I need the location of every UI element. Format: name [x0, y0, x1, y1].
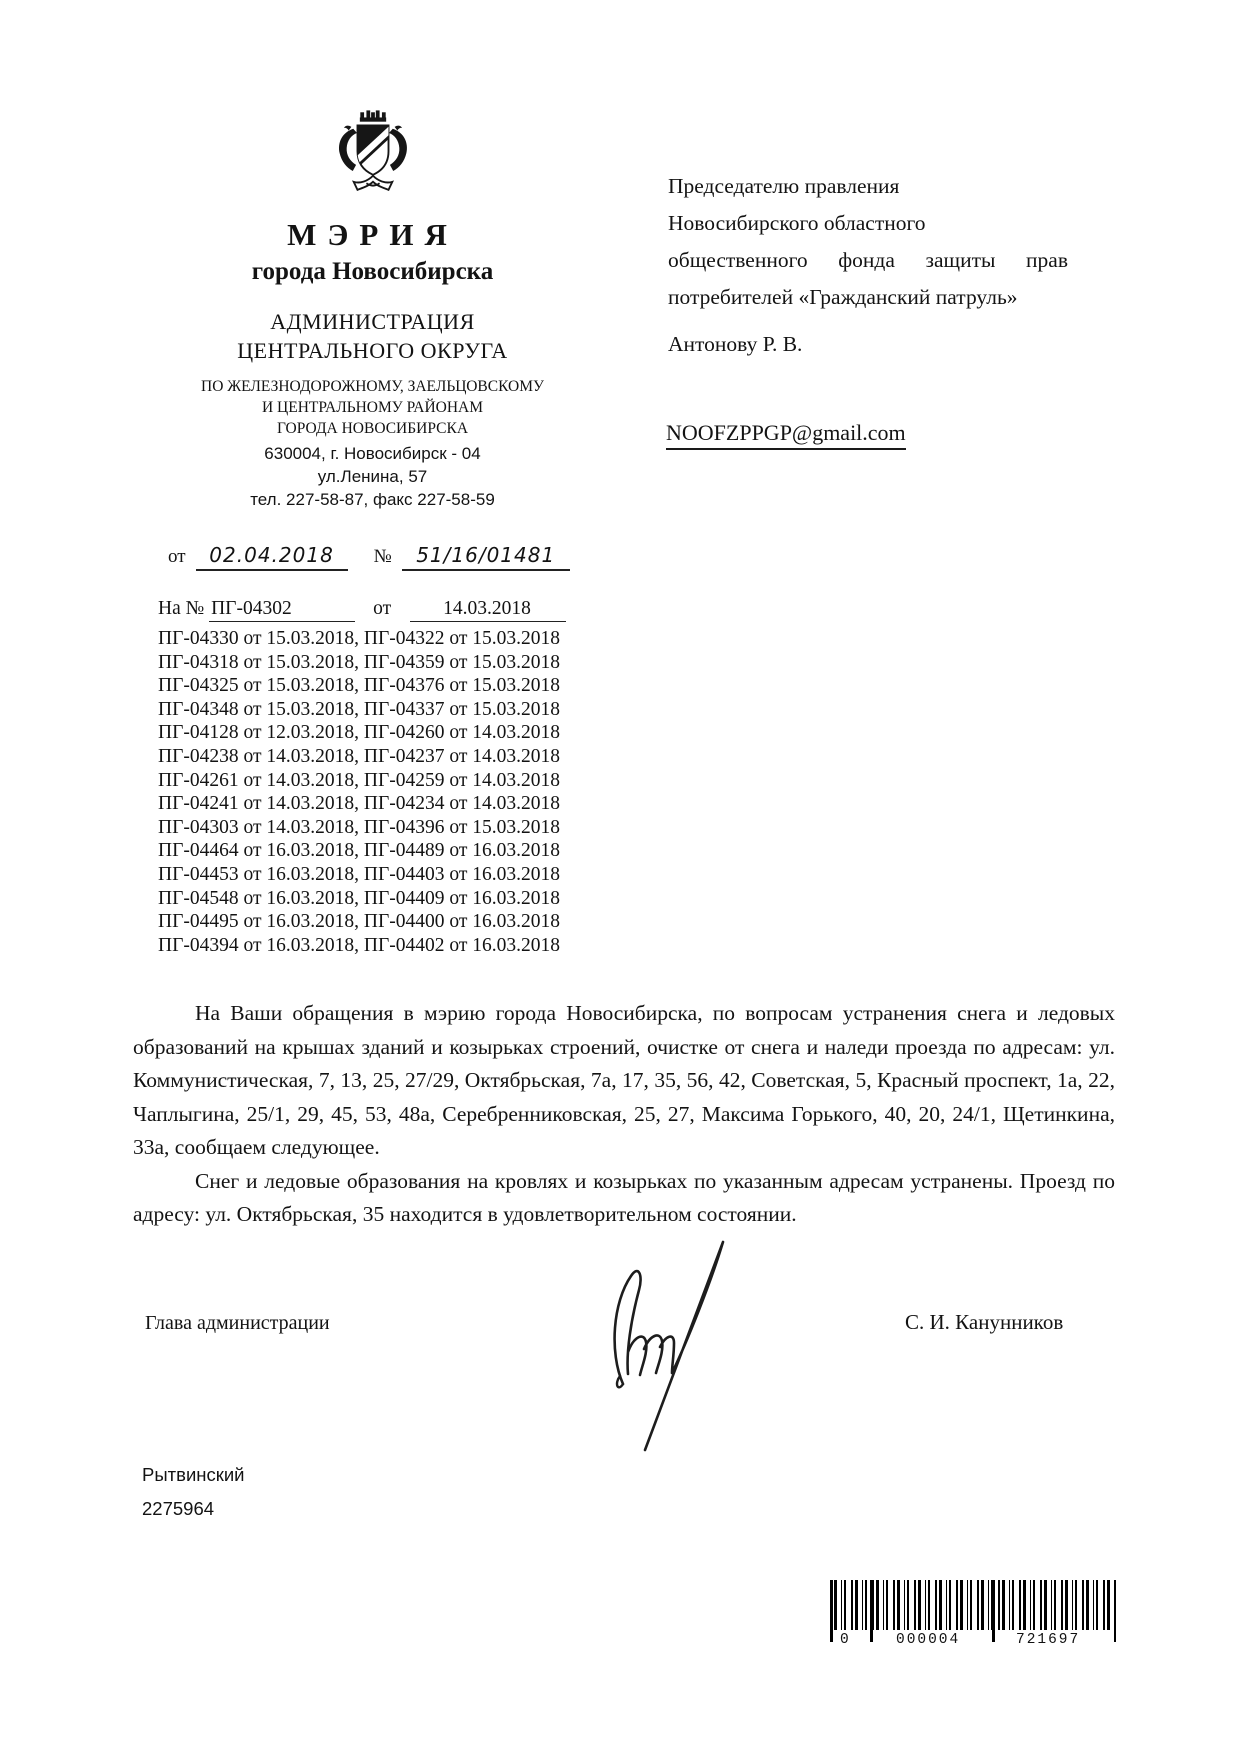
department-city-line: ГОРОДА НОВОСИБИРСКА — [276, 420, 469, 437]
org-name-main: МЭРИЯ — [287, 217, 458, 252]
reference-date-value: 14.03.2018 — [410, 598, 566, 622]
reference-number-line: ПГ-04325 от 15.03.2018, ПГ-04376 от 15.03.2018 — [158, 675, 560, 697]
barcode-digit-group1: 000004 — [896, 1632, 961, 1648]
recipient-name: Антонову Р. В. — [668, 332, 803, 356]
department-line1: АДМИНИСТРАЦИЯ — [270, 309, 475, 334]
reference-number-line: ПГ-04330 от 15.03.2018, ПГ-04322 от 15.03.2018 — [158, 628, 560, 649]
reference-number-line: ПГ-04548 от 16.03.2018, ПГ-04409 от 16.03.2018 — [158, 887, 560, 909]
outgoing-registration-line — [168, 543, 598, 571]
outgoing-date-value: 02.04.2018 — [209, 543, 334, 567]
recipient-line: потребителей «Гражданский патруль» — [668, 285, 1018, 309]
department-line2: ЦЕНТРАЛЬНОГО ОКРУГА — [237, 338, 508, 363]
barcode-digit-group2: 721697 — [1016, 1632, 1081, 1648]
reference-prefix-label: На № — [158, 598, 205, 619]
reference-number-line: ПГ-04348 от 15.03.2018, ПГ-04337 от 15.03.2018 — [158, 698, 560, 720]
reference-number-line: ПГ-04394 от 16.03.2018, ПГ-04402 от 16.03.2018 — [158, 934, 560, 956]
recipient-line: общественного фонда защиты прав — [668, 248, 1068, 272]
reference-number-line: ПГ-04495 от 16.03.2018, ПГ-04400 от 16.03.2018 — [158, 911, 560, 933]
executor-name: Рытвинский — [142, 1464, 245, 1485]
recipient-address-block — [668, 168, 1068, 316]
reference-number-line: ПГ-04464 от 16.03.2018, ПГ-04489 от 16.03.2018 — [158, 840, 560, 862]
registration-barcode — [830, 1580, 1116, 1652]
signer-title: Глава администрации — [145, 1312, 330, 1334]
executor-block — [142, 1458, 245, 1526]
reference-number-line: ПГ-04241 от 14.03.2018, ПГ-04234 от 14.03.2018 — [158, 793, 560, 815]
reference-number-value: ПГ-04302 — [209, 598, 355, 622]
handwritten-signature — [585, 1232, 760, 1462]
executor-phone: 2275964 — [142, 1498, 215, 1519]
reference-numbers-list — [158, 627, 560, 957]
street-address-line: ул.Ленина, 57 — [317, 467, 428, 486]
department-districts-line1: ПО ЖЕЛЕЗНОДОРОЖНОМУ, ЗАЕЛЬЦОВСКОМУ — [201, 378, 544, 395]
recipient-line: Председателю правления — [668, 174, 900, 198]
barcode-digits-row — [830, 1632, 1116, 1650]
letter-body — [133, 997, 1115, 1232]
phone-fax-line: тел. 227-58-87, факс 227-58-59 — [250, 490, 495, 509]
postal-address-line: 630004, г. Новосибирск - 04 — [264, 444, 481, 463]
reference-number-line: ПГ-04261 от 14.03.2018, ПГ-04259 от 14.03.2018 — [158, 769, 560, 791]
barcode-digit-left: 0 — [840, 1632, 849, 1648]
reference-header-line — [158, 598, 566, 622]
barcode-bars — [830, 1580, 1116, 1630]
org-name-city: города Новосибирска — [251, 258, 494, 285]
outgoing-number-label: № — [373, 546, 392, 567]
body-paragraph-2: Снег и ледовые образования на кровлях и козырьках по указанным адресам устранены. Проезд по адресу: ул. Октябрьская, 35 находится в удовлетворительном состоянии. — [133, 1168, 1115, 1226]
reference-number-line: ПГ-04128 от 12.03.2018, ПГ-04260 от 14.03.2018 — [158, 722, 560, 744]
outgoing-number-value: 51/16/01481 — [416, 543, 556, 567]
letterhead — [150, 108, 595, 511]
signer-name: С. И. Канунников — [905, 1310, 1064, 1334]
department-districts-line2: И ЦЕНТРАЛЬНОМУ РАЙОНАМ — [261, 399, 484, 416]
reference-number-line: ПГ-04303 от 14.03.2018, ПГ-04396 от 15.03.2018 — [158, 816, 560, 838]
reference-number-line: ПГ-04238 от 14.03.2018, ПГ-04237 от 14.03.2018 — [158, 745, 560, 767]
reference-ot-label: от — [373, 598, 392, 619]
reference-number-line: ПГ-04318 от 15.03.2018, ПГ-04359 от 15.03.2018 — [158, 651, 560, 673]
recipient-email: NOOFZPPGP@gmail.com — [666, 420, 906, 450]
reference-number-line: ПГ-04453 от 16.03.2018, ПГ-04403 от 16.03.2018 — [158, 863, 560, 885]
novosibirsk-coat-of-arms-icon — [326, 108, 420, 204]
recipient-line: Новосибирского областного — [668, 211, 926, 235]
body-paragraph-1: На Ваши обращения в мэрию города Новосибирска, по вопросам устранения снега и ледовых образований на крышах зданий и козырьках строений, очистке от снега и наледи проезда по адресам: ул. Коммунистическая, 7, 13, 25, 27/29, Октябрьская, 7а, 17, 35, 56, 42, Советская, 5, Красный проспект, 1а, 22, Чаплыгина, 25/1, 29, 45, 53, 48а, Серебренниковская, 25, 27, Максима Горького, 40, 20, 24/1, Щетинкина, 33а, сообщаем следующее. — [133, 1001, 1115, 1159]
outgoing-date-label: от — [168, 546, 186, 567]
